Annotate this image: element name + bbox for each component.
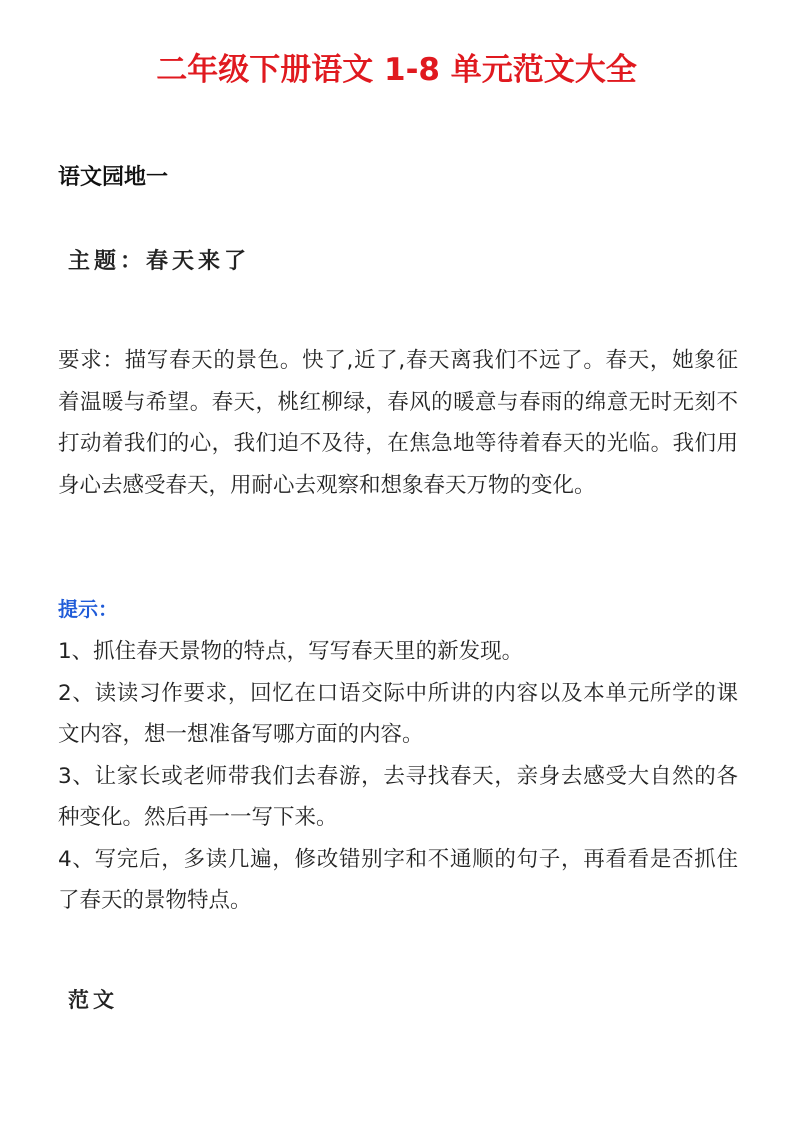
tip-item: 3、让家长或老师带我们去春游，去寻找春天，亲身去感受大自然的各种变化。然后再一一写下来。 [58, 763, 738, 830]
theme-line: 主题：春天来了 [68, 249, 251, 274]
tips-list [58, 631, 738, 922]
sample-essay-heading: 范文 [68, 988, 118, 1012]
tip-item: 4、写完后，多读几遍，修改错别字和不通顺的句子，再看看是否抓住了春天的景物特点。 [58, 846, 738, 913]
tip-item: 2、读读习作要求，回忆在口语交际中所讲的内容以及本单元所学的课文内容，想一想准备写哪方面的内容。 [58, 680, 738, 747]
document-title: 二年级下册语文 1-8 单元范文大全 [156, 52, 637, 88]
section-heading: 语文园地一 [58, 165, 169, 190]
tip-item: 1、抓住春天景物的特点，写写春天里的新发现。 [58, 639, 524, 664]
requirement-paragraph: 要求：描写春天的景色。快了,近了,春天离我们不远了。春天，她象征着温暖与希望。春天，桃红柳绿，春风的暖意与春雨的绵意无时无刻不打动着我们的心，我们迫不及待，在焦急地等待着春天的光临。我们用身心去感受春天，用耐心去观察和想象春天万物的变化。 [58, 348, 738, 498]
tips-heading: 提示： [58, 597, 118, 621]
